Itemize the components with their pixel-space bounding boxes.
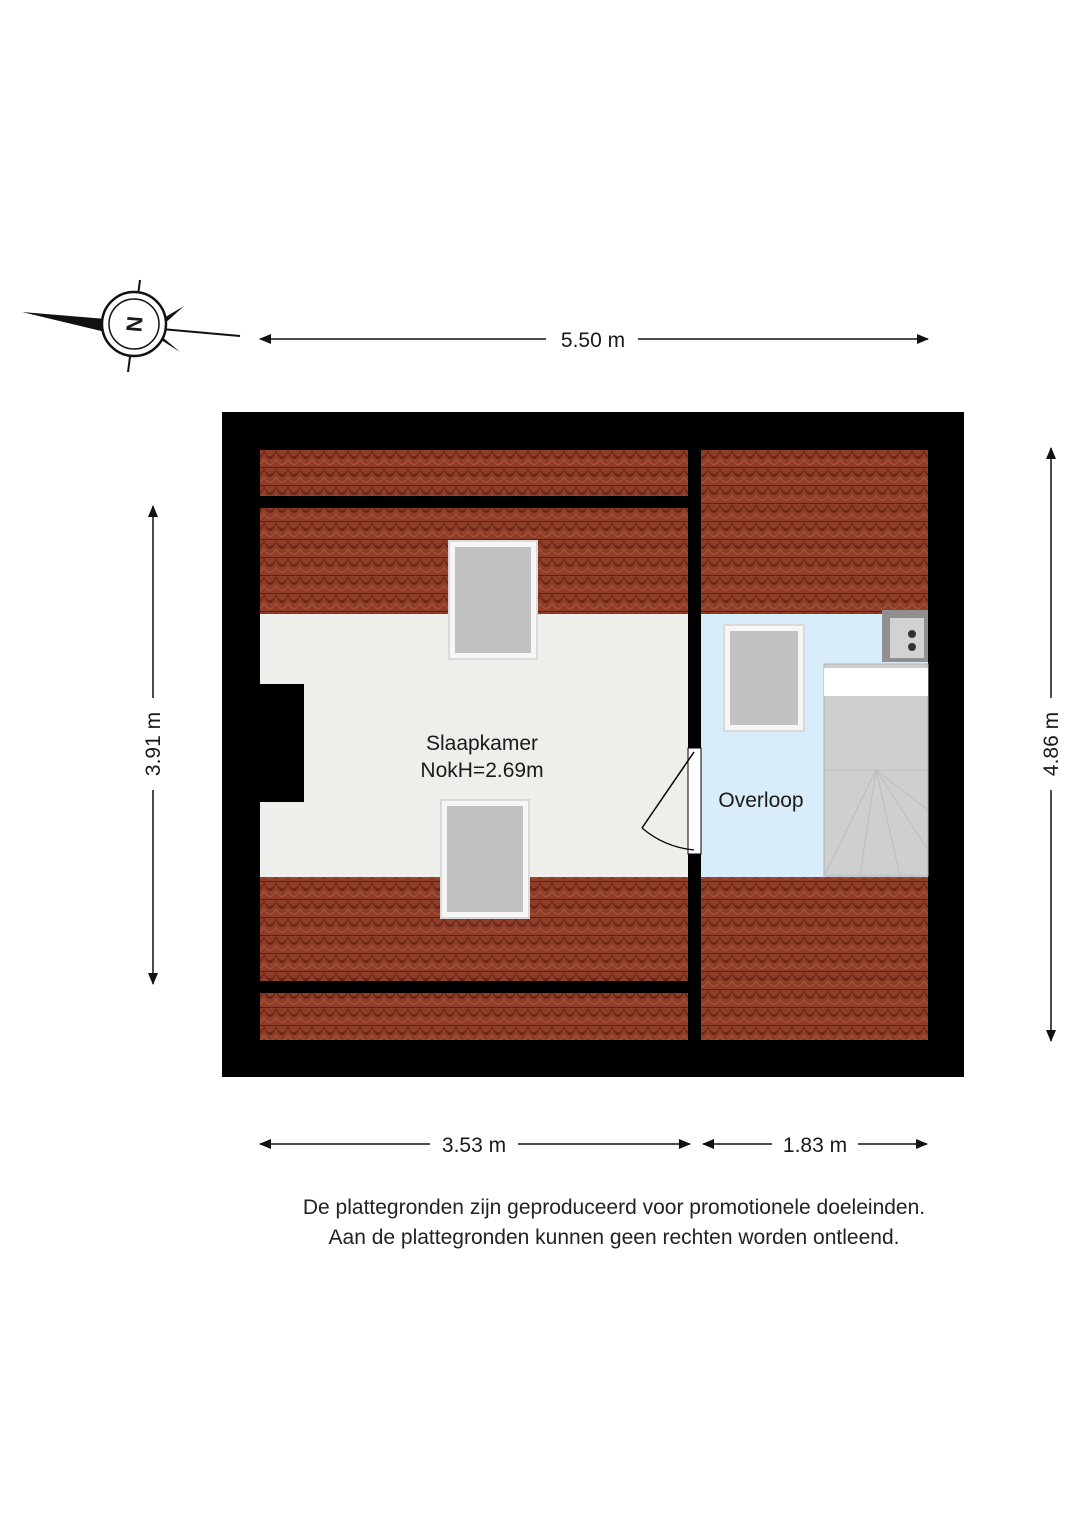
slaapkamer-ridge-height: NokH=2.69m <box>420 759 544 782</box>
skylight-1 <box>449 541 537 659</box>
skylight-2 <box>441 800 529 918</box>
dimension-bottom-right-label: 1.83 m <box>782 1134 848 1157</box>
skylight-3 <box>724 625 804 731</box>
boiler-icon <box>882 610 928 662</box>
dimension-right <box>1040 448 1063 1041</box>
disclaimer-line-1: De plattegronden zijn geproduceerd voor promotionele doeleinden. <box>302 1196 926 1219</box>
dimension-top <box>260 329 928 352</box>
overloop-label: Overloop <box>718 789 804 812</box>
compass <box>22 280 240 372</box>
compass-north-label: N <box>121 315 148 334</box>
dimension-bottom-right <box>703 1134 927 1157</box>
dimension-left <box>142 506 165 984</box>
disclaimer <box>0 1193 1080 1253</box>
dimension-bottom-left-label: 3.53 m <box>441 1134 507 1157</box>
dimension-bottom-left <box>260 1134 690 1157</box>
staircase <box>824 664 928 876</box>
chimney <box>260 684 304 802</box>
dimension-left-label: 3.91 m <box>142 711 165 777</box>
dimension-top-label: 5.50 m <box>560 329 626 352</box>
partition-wall <box>688 412 701 1077</box>
dimension-right-label: 4.86 m <box>1040 711 1063 777</box>
slaapkamer-label: Slaapkamer <box>425 732 539 755</box>
disclaimer-line-2: Aan de plattegronden kunnen geen rechten worden ontleend. <box>328 1226 900 1249</box>
